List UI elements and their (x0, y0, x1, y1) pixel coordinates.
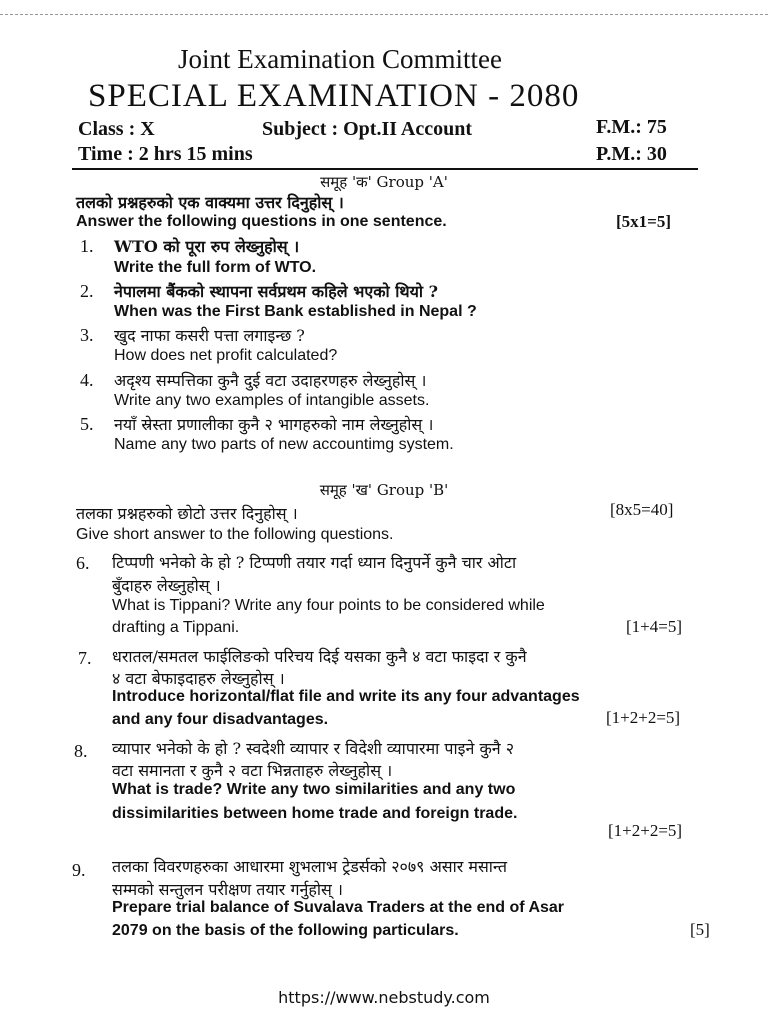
group-b-instruction-en: Give short answer to the following questions. (76, 526, 394, 543)
question-6-np-line1: टिप्पणी भनेको के हो ? टिप्पणी तयार गर्दा ध्यान दिनुपर्ने कुनै चार ओटा (112, 553, 517, 572)
question-9-np-line1: तलका विवरणहरुका आधारमा शुभलाभ ट्रेडर्सको २०७९ असार मसान्त (112, 857, 507, 876)
question-2-en: When was the First Bank established in Nepal ? (114, 303, 477, 320)
group-a-instruction-en: Answer the following questions in one sentence. (76, 213, 447, 230)
question-number: 1. (80, 236, 94, 256)
question-1-en: Write the full form of WTO. (114, 259, 317, 276)
question-3-en: How does net profit calculated? (114, 347, 338, 364)
group-b-instruction-np: तलका प्रश्नहरुको छोटो उत्तर दिनुहोस् । (76, 504, 298, 523)
source-url: https://www.nebstudy.com (278, 988, 490, 1007)
question-number: 7. (78, 648, 92, 668)
pass-marks: P.M.: 30 (596, 143, 667, 165)
question-4-np: अदृश्य सम्पत्तिका कुनै दुई वटा उदाहरणहरु लेख्नुहोस् । (114, 371, 427, 390)
question-8-en-line1: What is trade? Write any two similarities and any two (112, 781, 516, 798)
question-6-en-line1: What is Tippani? Write any four points to be considered while (112, 597, 545, 614)
question-4-en: Write any two examples of intangible assets. (114, 392, 430, 409)
subject-label: Subject : Opt.II Account (262, 118, 473, 140)
question-9-en-line1: Prepare trial balance of Suvalava Traders at the end of Asar (112, 899, 565, 916)
question-number: 6. (76, 553, 90, 573)
question-number: 4. (80, 370, 94, 390)
exam-title: SPECIAL EXAMINATION - 2080 (88, 78, 580, 114)
question-3-np: खुद नाफा कसरी पत्ता लगाइन्छ ? (114, 326, 305, 345)
header-divider (72, 168, 698, 170)
question-number: 8. (74, 741, 88, 761)
question-8-en-line2: dissimilarities between home trade and foreign trade. (112, 805, 518, 822)
committee-title: Joint Examination Committee (178, 44, 502, 74)
question-8-np-line1: व्यापार भनेको के हो ? स्वदेशी व्यापार र विदेशी व्यापारमा पाइने कुनै २ (112, 739, 515, 758)
group-a-title: समूह 'क' Group 'A' (320, 173, 448, 191)
question-6-np-line2: बुँदाहरु लेख्नुहोस् । (112, 576, 221, 595)
question-6-marks: [1+4=5] (626, 617, 682, 636)
question-5-en: Name any two parts of new accountimg system. (114, 436, 454, 453)
full-marks: F.M.: 75 (596, 116, 667, 138)
question-number: 2. (80, 281, 94, 301)
question-1-np: WTO को पूरा रुप लेख्नुहोस् । (114, 237, 300, 256)
question-7-en-line1: Introduce horizontal/flat file and write its any four advantages (112, 688, 580, 705)
question-5-np: नयाँ स्रेस्ता प्रणालीका कुनै २ भागहरुको नाम लेख्नुहोस् । (114, 415, 434, 434)
question-6-en-line2: drafting a Tippani. (112, 619, 240, 636)
question-number: 9. (72, 860, 86, 880)
time-label: Time : 2 hrs 15 mins (78, 143, 253, 165)
question-9-np-line2: सम्मको सन्तुलन परीक्षण तयार गर्नुहोस् । (112, 880, 343, 899)
question-9-en-line2: 2079 on the basis of the following particulars. (112, 922, 459, 939)
question-8-np-line2: वटा समानता र कुनै २ वटा भिन्नताहरु लेख्नुहोस् । (112, 761, 393, 780)
question-number: 3. (80, 325, 94, 345)
group-a-marks: [5x1=5] (616, 212, 672, 231)
question-2-np: नेपालमा बैंकको स्थापना सर्वप्रथम कहिले भएको थियो ? (114, 282, 438, 301)
question-7-np-line1: धरातल/समतल फाईलिङको परिचय दिई यसका कुनै ४ वटा फाइदा र कुनै (112, 647, 527, 666)
question-number: 5. (80, 414, 94, 434)
class-label: Class : X (78, 118, 155, 140)
question-7-np-line2: ४ वटा बेफाइदाहरु लेख्नुहोस् । (112, 669, 285, 688)
page-top-edge (0, 14, 768, 15)
group-b-marks: [8x5=40] (610, 500, 674, 519)
question-9-marks: [5] (690, 920, 710, 939)
group-a-instruction-np: तलको प्रश्नहरुको एक वाक्यमा उत्तर दिनुहोस् । (76, 193, 344, 212)
group-b-title: समूह 'ख' Group 'B' (319, 481, 449, 499)
question-7-marks: [1+2+2=5] (606, 708, 681, 727)
question-7-en-line2: and any four disadvantages. (112, 711, 329, 728)
question-8-marks: [1+2+2=5] (608, 821, 683, 840)
